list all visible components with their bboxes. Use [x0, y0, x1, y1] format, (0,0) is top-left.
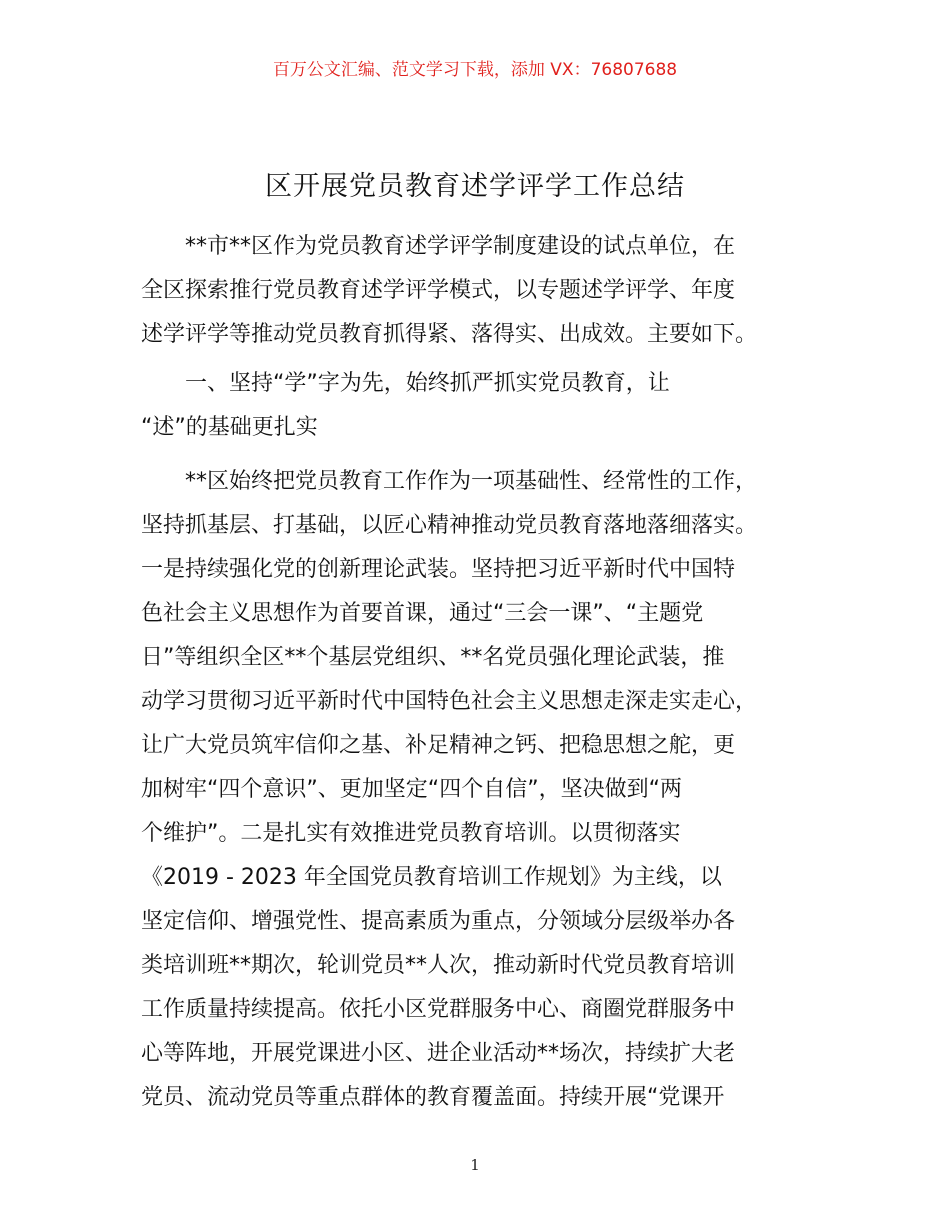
- page-number: 1: [470, 1156, 480, 1174]
- text-line: 党员、流动党员等重点群体的教育覆盖面。持续开展“党课开: [141, 1085, 725, 1110]
- text-line: 心等阵地，开展党课进小区、进企业活动**场次，持续扩大老: [141, 1041, 736, 1066]
- text-line: 工作质量持续提高。依托小区党群服务中心、商圈党群服务中: [141, 997, 736, 1022]
- header-note: 百万公文汇编、范文学习下载，添加 VX：76807688: [272, 60, 678, 80]
- text-line: 类培训班**期次，轮训党员**人次，推动新时代党员教育培训: [141, 953, 736, 978]
- text-line: 一是持续强化党的创新理论武装。坚持把习近平新时代中国特: [141, 557, 736, 582]
- section-heading: [141, 362, 813, 450]
- text-line: **市**区作为党员教育述学评学制度建设的试点单位，在: [185, 234, 736, 259]
- text-line: 个维护”。二是扎实有效推进党员教育培训。以贯彻落实: [141, 821, 681, 846]
- heading-line: 一、坚持“学”字为先，始终抓严抓实党员教育，让: [185, 371, 670, 396]
- text-line: 《2019 - 2023 年全国党员教育培训工作规划》为主线，以: [141, 865, 722, 890]
- text-line: 全区探索推行党员教育述学评学模式，以专题述学评学、年度: [141, 278, 736, 303]
- text-line: 日”等组织全区**个基层党组织、**名党员强化理论武装，推: [141, 645, 725, 670]
- text-line: 动学习贯彻习近平新时代中国特色社会主义思想走深走实走心，: [141, 689, 758, 714]
- text-line: 色社会主义思想作为首要首课，通过“三会一课”、“主题党: [141, 601, 704, 626]
- document-title: 区开展党员教育述学评学工作总结: [265, 171, 685, 202]
- heading-line: “述”的基础更扎实: [141, 415, 318, 440]
- text-line: 坚持抓基层、打基础，以匠心精神推动党员教育落地落细落实。: [141, 513, 758, 538]
- intro-paragraph: [141, 225, 813, 357]
- text-line: 坚定信仰、增强党性、提高素质为重点，分领域分层级举办各: [141, 909, 736, 934]
- text-line: 让广大党员筑牢信仰之基、补足精神之钙、把稳思想之舵，更: [141, 733, 736, 758]
- text-line: 加树牢“四个意识”、更加坚定“四个自信”，坚决做到“两: [141, 777, 682, 802]
- section-body-paragraph: [141, 460, 813, 1120]
- text-line: **区始终把党员教育工作作为一项基础性、经常性的工作，: [185, 469, 758, 494]
- text-line: 述学评学等推动党员教育抓得紧、落得实、出成效。主要如下。: [141, 322, 758, 347]
